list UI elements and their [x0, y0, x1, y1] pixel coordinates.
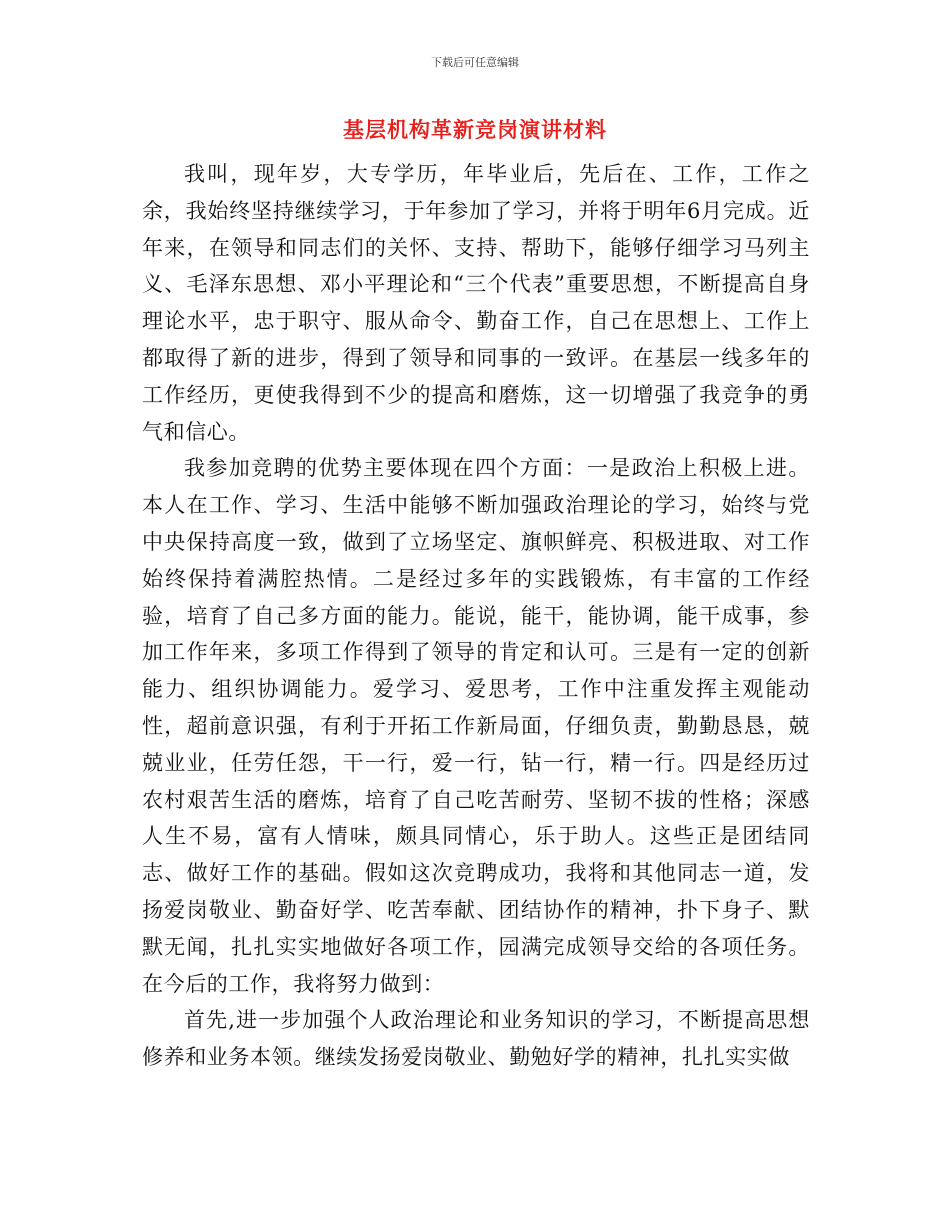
header-note: 下载后可任意编辑 [431, 56, 519, 69]
paragraph-first-goal: 首先,进一步加强个人政治理论和业务知识的学习，不断提高思想修养和业务本领。继续发扬爱岗敬业、勤勉好学的精神，扎扎实实做 [142, 1008, 810, 1070]
document-title: 基层机构革新竞岗演讲材料 [343, 117, 607, 142]
paragraph-advantages: 我参加竞聘的优势主要体现在四个方面：一是政治上积极上进。本人在工作、学习、生活中能够不断加强政治理论的学习，始终与党中央保持高度一致，做到了立场坚定、旗帜鲜亮、积极进取、对工作始终保持着满腔热情。二是经过多年的实践锻炼，有丰富的工作经验，培育了自己多方面的能力。能说，能干，能协调，能干成事，参加工作年来，多项工作得到了领导的肯定和认可。三是有一定的创新能力、组织协调能力。爱学习、爱思考，工作中注重发挥主观能动性，超前意识强，有利于开拓工作新局面，仔细负责，勤勤恳恳，兢兢业业，任劳任怨，干一行，爱一行，钻一行，精一行。四是经历过农村艰苦生活的磨炼，培育了自己吃苦耐劳、坚韧不拔的性格；深感人生不易，富有人情味，颇具同情心，乐于助人。这些正是团结同志、做好工作的基础。假如这次竞聘成功，我将和其他同志一道，发扬爱岗敬业、勤奋好学、吃苦奉献、团结协作的精神，扑下身子、默默无闻，扎扎实实地做好各项工作，园满完成领导交给的各项任务。在今后的工作，我将努力做到： [142, 456, 810, 996]
paragraph-intro: 我叫，现年岁，大专学历，年毕业后，先后在、工作，工作之余，我始终坚持继续学习，于年参加了学习，并将于明年6月完成。近年来，在领导和同志们的关怀、支持、帮助下，能够仔细学习马列主义、毛泽东思想、邓小平理论和“三个代表”重要思想，不断提高自身理论水平，忠于职守、服从命令、勤奋工作，自己在思想上、工作上都取得了新的进步，得到了领导和同事的一致评。在基层一线多年的工作经历，更使我得到不少的提高和磨炼，这一切增强了我竞争的勇气和信心。 [142, 162, 810, 444]
document-body [142, 156, 810, 1076]
